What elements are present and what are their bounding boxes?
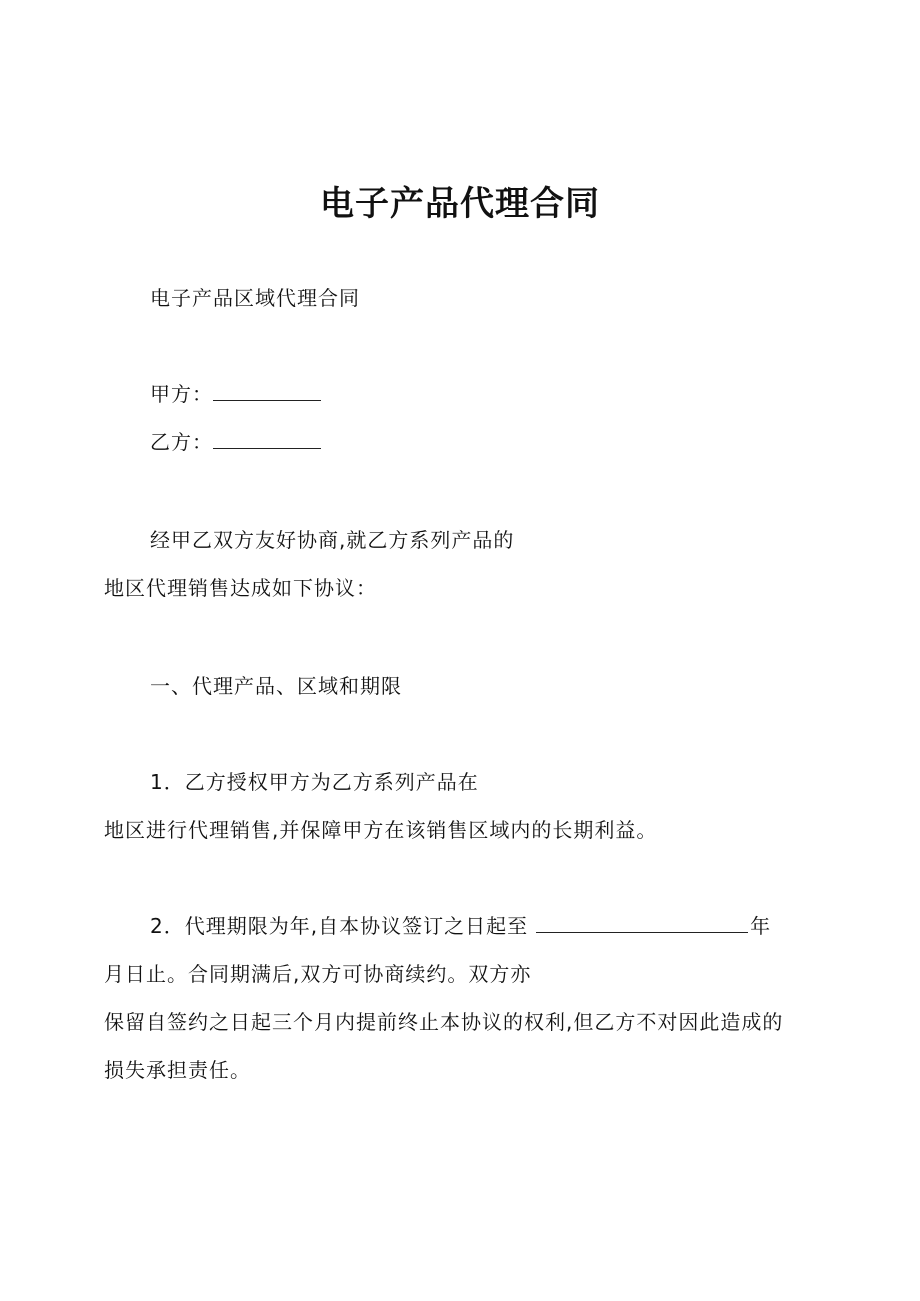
clause-2-line-4: 损失承担责任。 xyxy=(104,1058,251,1082)
clause-2-line-3: 保留自签约之日起三个月内提前终止本协议的权利,但乙方不对因此造成的 xyxy=(104,1010,784,1034)
intro-line-1: 经甲乙双方友好协商,就乙方系列产品的 xyxy=(150,528,515,552)
document-subtitle: 电子产品区域代理合同 xyxy=(150,286,360,310)
clause-1-line-2: 地区进行代理销售,并保障甲方在该销售区域内的长期利益。 xyxy=(104,818,658,842)
party-b-row xyxy=(150,428,321,456)
clause-1-line-1: 1．乙方授权甲方为乙方系列产品在 xyxy=(150,770,479,794)
party-a-blank xyxy=(213,382,321,401)
document-title: 电子产品代理合同 xyxy=(320,184,600,224)
section-1-heading: 一、代理产品、区域和期限 xyxy=(150,674,402,698)
clause-2-text-b: 年 xyxy=(750,914,772,938)
clause-2-line-2: 月日止。合同期满后,双方可协商续约。双方亦 xyxy=(104,962,532,986)
party-a-label: 甲方： xyxy=(150,382,213,406)
party-b-label: 乙方： xyxy=(150,430,213,454)
clause-2-blank xyxy=(536,914,748,933)
clause-2-text-a: 2．代理期限为年,自本协议签订之日起至 xyxy=(150,914,529,938)
clause-2-line-1 xyxy=(150,912,771,940)
party-b-blank xyxy=(213,430,321,449)
intro-line-2: 地区代理销售达成如下协议： xyxy=(104,576,377,600)
party-a-row xyxy=(150,380,321,408)
